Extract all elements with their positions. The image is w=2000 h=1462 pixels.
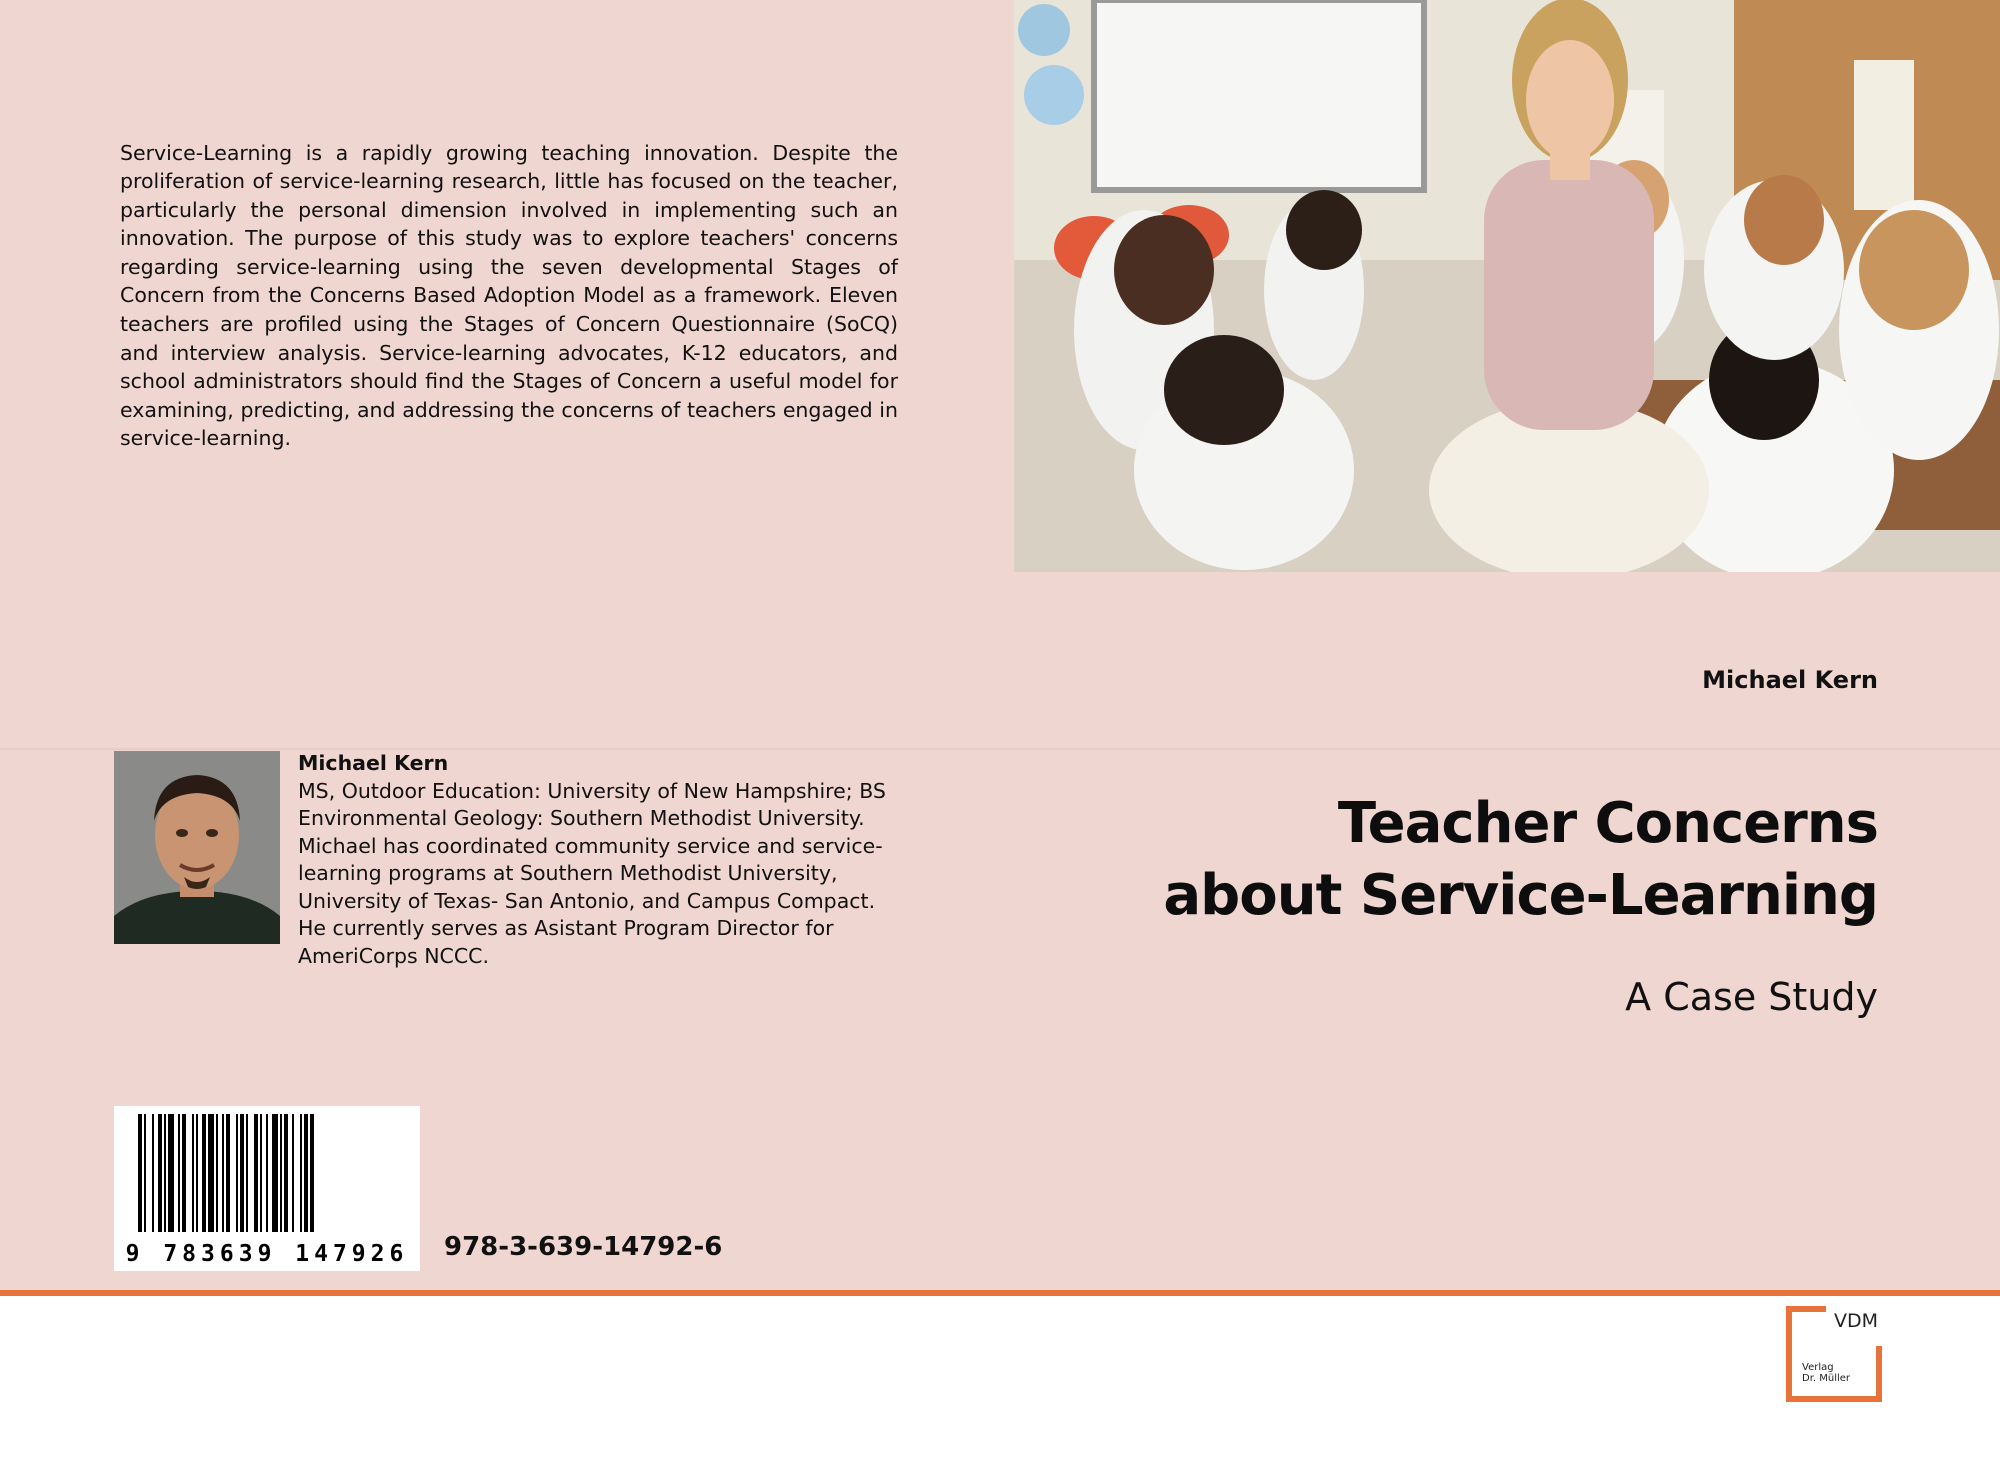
barcode-bar [240, 1114, 244, 1232]
barcode-bar [144, 1114, 146, 1232]
publisher-sub-line-2: Dr. Müller [1802, 1373, 1851, 1384]
publisher-sub-line-1: Verlag [1802, 1362, 1834, 1373]
book-title-line-1: Teacher Concerns [1337, 791, 1878, 856]
back-cover-blurb: Service-Learning is a rapidly growing teaching innovation. Despite the proliferation of service-learning research, little has focused on the teacher, particularly the personal dimension involved in implementing such an innovation. The purpose of this study was to explore teachers' concerns regarding service-learning using the seven developmental Stages of Concern from the Concerns Based Adoption Model as a framework. Eleven teachers are profiled using the Stages of Concern Questionnaire (SoCQ) and interview analysis. Service-learning advocates, K-12 educators, and school administrators should find the Stages of Concern a useful model for examining, predicting, and addressing the concerns of teachers engaged in service-learning. [120, 140, 898, 451]
barcode-bar [152, 1114, 154, 1232]
publisher-subtitle [1802, 1362, 1850, 1384]
barcode-bar [168, 1114, 174, 1232]
barcode-bar [138, 1114, 142, 1232]
barcode-bar [158, 1114, 162, 1232]
book-title-line-2: about Service-Learning [1163, 863, 1878, 928]
barcode-bar [310, 1114, 314, 1232]
barcode-bar [300, 1114, 302, 1232]
barcode-bar [208, 1114, 214, 1232]
barcode-bar [202, 1114, 206, 1232]
barcode-bar [246, 1114, 248, 1232]
isbn-label: 978-3-639-14792-6 [444, 1232, 723, 1262]
author-bio [298, 750, 888, 970]
front-cover-author: Michael Kern [1702, 666, 1878, 694]
publisher-accent-bar [0, 1290, 2000, 1296]
cover-photo-classroom [1014, 0, 2000, 572]
publisher-logo [1786, 1306, 1882, 1402]
barcode-bar [284, 1114, 288, 1232]
barcode-bar [226, 1114, 230, 1232]
barcode-bar [164, 1114, 166, 1232]
barcode-digits: 9 783639 147926 [125, 1241, 409, 1267]
barcode-bar [236, 1114, 238, 1232]
author-bio-name: Michael Kern [298, 751, 449, 775]
book-subtitle: A Case Study [1625, 975, 1878, 1019]
barcode-bar [292, 1114, 294, 1232]
barcode-bar [280, 1114, 282, 1232]
barcode-bar [196, 1114, 198, 1232]
author-photo [114, 751, 280, 944]
barcode-bar [192, 1114, 194, 1232]
author-bio-text: MS, Outdoor Education: University of New Hampshire; BS Environmental Geology: Southern Methodist University. Michael has coordinated community service and service-learning programs at Southern Methodist University, University of Texas- San Antonio, and Campus Compact. He currently serves as Asistant Program Director for AmeriCorps NCCC. [298, 778, 886, 968]
barcode-bar [260, 1114, 262, 1232]
barcode-bar [266, 1114, 268, 1232]
barcode-bar [304, 1114, 308, 1232]
barcode-bar [182, 1114, 186, 1232]
barcode-bar [216, 1114, 218, 1232]
barcode-bar [178, 1114, 180, 1232]
barcode-bar [254, 1114, 258, 1232]
barcode-bar [222, 1114, 224, 1232]
publisher-name: VDM [1834, 1310, 1879, 1332]
barcode-bar [272, 1114, 278, 1232]
barcode [114, 1106, 420, 1271]
book-title [1163, 788, 1878, 932]
